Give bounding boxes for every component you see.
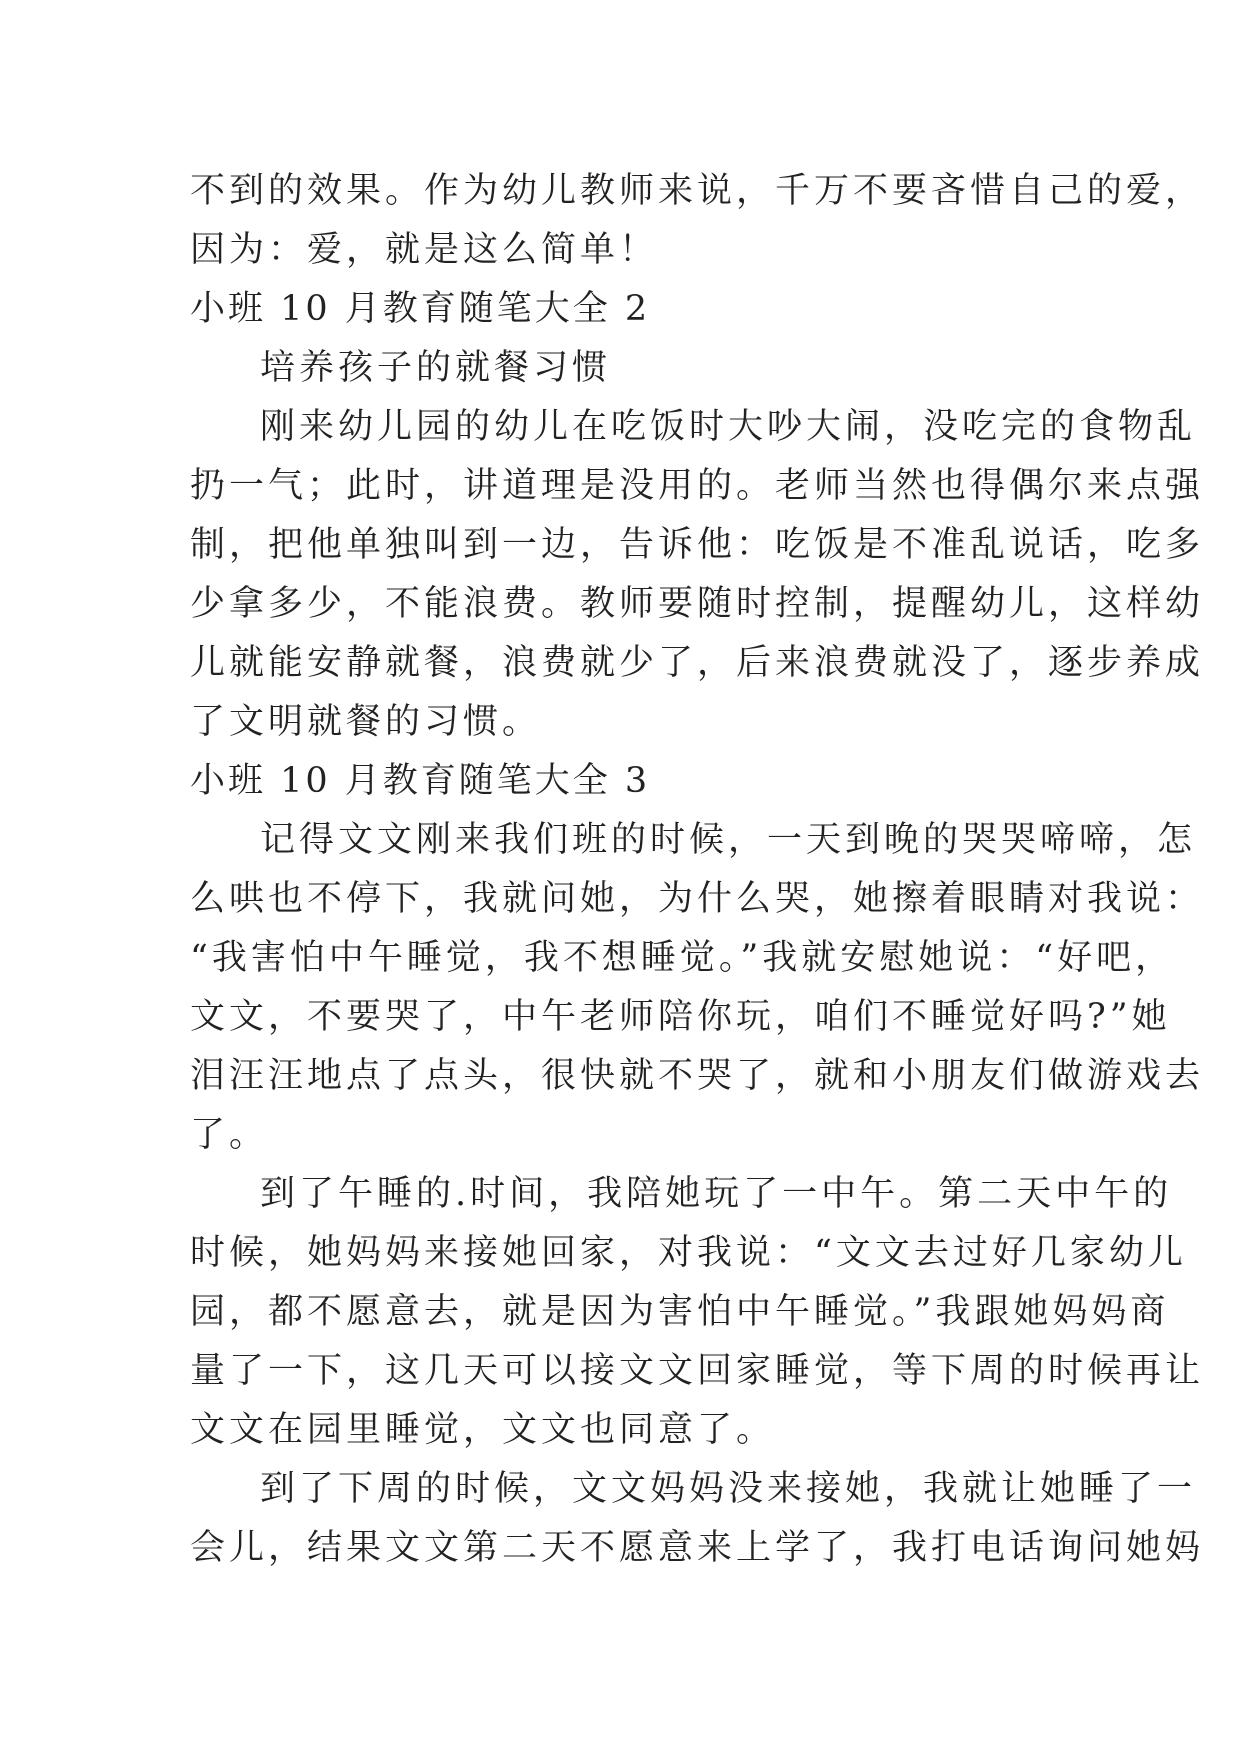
text-line: 刚来幼儿园的幼儿在吃饭时大吵大闹，没吃完的食物乱: [260, 407, 1197, 447]
text-line: 不到的效果。作为幼儿教师来说，千万不要吝惜自己的爱，: [190, 171, 1205, 211]
text-line: “我害怕中午睡觉，我不想睡觉。”我就安慰她说：“好吧，: [190, 938, 1175, 978]
text-line: 少拿多少，不能浪费。教师要随时控制，提醒幼儿，这样幼: [190, 584, 1205, 624]
text-line: 到了下周的时候，文文妈妈没来接她，我就让她睡了一: [260, 1469, 1197, 1509]
text-line: 了文明就餐的习惯。: [190, 702, 542, 742]
document-body: [190, 162, 1205, 1578]
text-line: 文文，不要哭了，中午老师陪你玩，咱们不睡觉好吗?”她: [190, 997, 1171, 1037]
text-line: 文文在园里睡觉，文文也同意了。: [190, 1410, 776, 1450]
section-subtitle-2: 培养孩子的就餐习惯: [260, 348, 612, 388]
paragraph-3b: [190, 1165, 1205, 1460]
text-line: 么哄也不停下，我就问她，为什么哭，她擦着眼睛对我说：: [190, 879, 1205, 919]
text-line: 记得文文刚来我们班的时候，一天到晚的哭哭啼啼，怎: [260, 820, 1197, 860]
paragraph-2: [190, 398, 1205, 752]
paragraph-3a: [190, 811, 1205, 1165]
text-line: 因为：爱，就是这么简单！: [190, 230, 659, 270]
text-line: 会儿，结果文文第二天不愿意来上学了，我打电话询问她妈: [190, 1528, 1205, 1568]
text-line: 时候，她妈妈来接她回家，对我说：“文文去过好几家幼儿: [190, 1233, 1187, 1273]
text-line: 到了午睡的.时间，我陪她玩了一中午。第二天中午的: [260, 1174, 1173, 1214]
text-line: 扔一气；此时，讲道理是没用的。老师当然也得偶尔来点强: [190, 466, 1205, 506]
text-line: 了。: [190, 1115, 269, 1155]
section-heading-3: 小班 10 月教育随笔大全 3: [190, 761, 651, 801]
section-heading-2: 小班 10 月教育随笔大全 2: [190, 289, 651, 329]
paragraph-intro: [190, 162, 1205, 280]
text-line: 园，都不愿意去，就是因为害怕中午睡觉。”我跟她妈妈商: [190, 1292, 1170, 1332]
text-line: 制，把他单独叫到一边，告诉他：吃饭是不准乱说话，吃多: [190, 525, 1205, 565]
text-line: 量了一下，这几天可以接文文回家睡觉，等下周的时候再让: [190, 1351, 1205, 1391]
text-line: 泪汪汪地点了点头，很快就不哭了，就和小朋友们做游戏去: [190, 1056, 1205, 1096]
text-line: 儿就能安静就餐，浪费就少了，后来浪费就没了，逐步养成: [190, 643, 1205, 683]
paragraph-3c: [190, 1460, 1205, 1578]
